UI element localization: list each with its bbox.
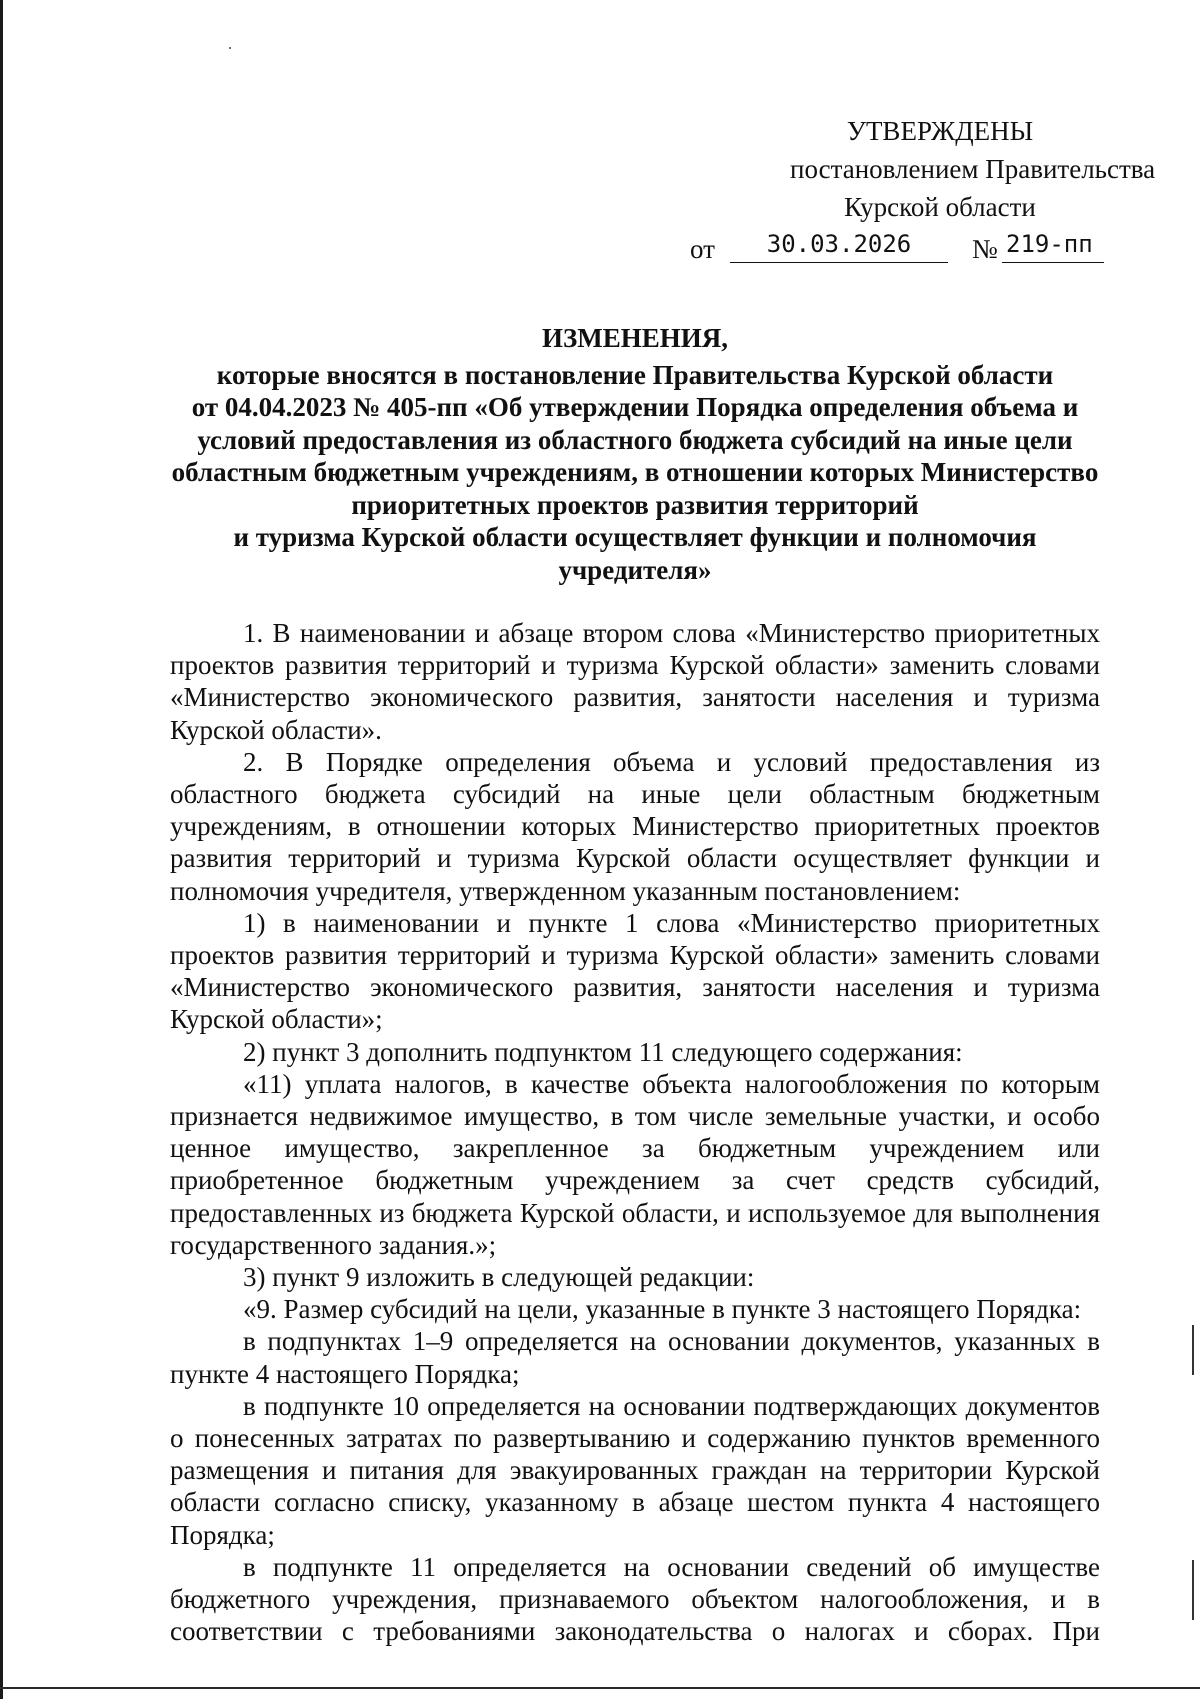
date-label: от [690,234,715,264]
heading-line: от 04.04.2023 № 405-пп «Об утверждении Порядка определения объема и [191,392,1079,422]
body-paragraph: «9. Размер субсидий на цели, указанные в пункте 3 настоящего Порядка: [243,1294,1082,1325]
heading-line: и туризма Курской области осуществляет функции и полномочия [233,522,1037,552]
approval-date: 30.03.2026 [730,226,948,263]
heading-line: условий предоставления из областного бюджета субсидий на иные цели [197,424,1073,455]
document-heading [170,322,1100,586]
scan-edge-bottom [0,1687,1200,1689]
body-paragraph: 2) пункт 3 дополнить подпунктом 11 следующего содержания: [243,1036,963,1067]
number-label: № [972,234,998,264]
approval-date-line [690,226,1110,266]
body-paragraph: в подпункте 10 определяется на основании подтверждающих документов о понесенных затратах по развертыванию и содержанию пунктов временного размещения и питания для эвакуированных граждан на территории Курской области согласно списку, указанному в абзаце шестом пункта 4 настоящего Порядка; [170,1390,1100,1550]
body-paragraph: 2. В Порядке определения объема и условий предоставления из областного бюджета субсидий на иные цели областным бюджетным учреждениям, в отношении которых Министерство приоритетных проектов развития территорий и туризма Курской области осуществляет функции и полномочия учредителя, утвержденном указанным постановлением: [170,746,1100,906]
heading-line: областным бюджетным учреждениям, в отношении которых Министерство [171,457,1099,487]
approval-line-2: Курской области [844,192,1036,222]
approval-stamp [690,112,1156,266]
body-paragraph: 1) в наименовании и пункте 1 слова «Министерство приоритетных проектов развития территорий и туризма Курской области» заменить словами «Министерство экономического развития, занятости населения и туризма Курской области»; [170,907,1100,1035]
heading-line: учредителя» [558,554,712,585]
document-body [170,617,1100,1648]
approval-title: УТВЕРЖДЕНЫ [846,116,1034,146]
scan-edge-left [0,0,3,1699]
approval-line-1: постановлением Правительства [790,154,1156,184]
body-paragraph: «11) уплата налогов, в качестве объекта налогообложения по которым признается недвижимое имущество, в том числе земельные участки, и особо ценное имущество, закрепленное за бюджетным учреждением или приобретенное бюджетным учреждением за счет средств субсидий, предоставленных из бюджета Курской области, и используемое для выполнения государственного задания.»; [170,1068,1100,1260]
heading-line: приоритетных проектов развития территорий [351,489,919,520]
scan-mark-right [1192,1325,1194,1375]
scan-speck [229,47,231,49]
heading-line: которые вносятся в постановление Правительства Курской области [216,359,1054,390]
approval-number: 219-пп [1002,226,1104,263]
body-paragraph: 1. В наименовании и абзаце втором слова «Министерство приоритетных проектов развития территорий и туризма Курской области» заменить словами «Министерство экономического развития, занятости населения и туризма Курской области». [170,618,1100,745]
body-paragraph: в подпункте 11 определяется на основании сведений об имуществе бюджетного учреждения, признаваемого объектом налогообложения, и в соответствии с требованиями законодательства о налогах и сборах. При [170,1551,1100,1647]
body-paragraph: в подпунктах 1–9 определяется на основании документов, указанных в пункте 4 настоящего Порядка; [170,1326,1100,1389]
body-paragraph: 3) пункт 9 изложить в следующей редакции: [243,1262,755,1293]
heading-title: ИЗМЕНЕНИЯ, [541,323,728,353]
scan-mark-right [1192,1560,1194,1620]
